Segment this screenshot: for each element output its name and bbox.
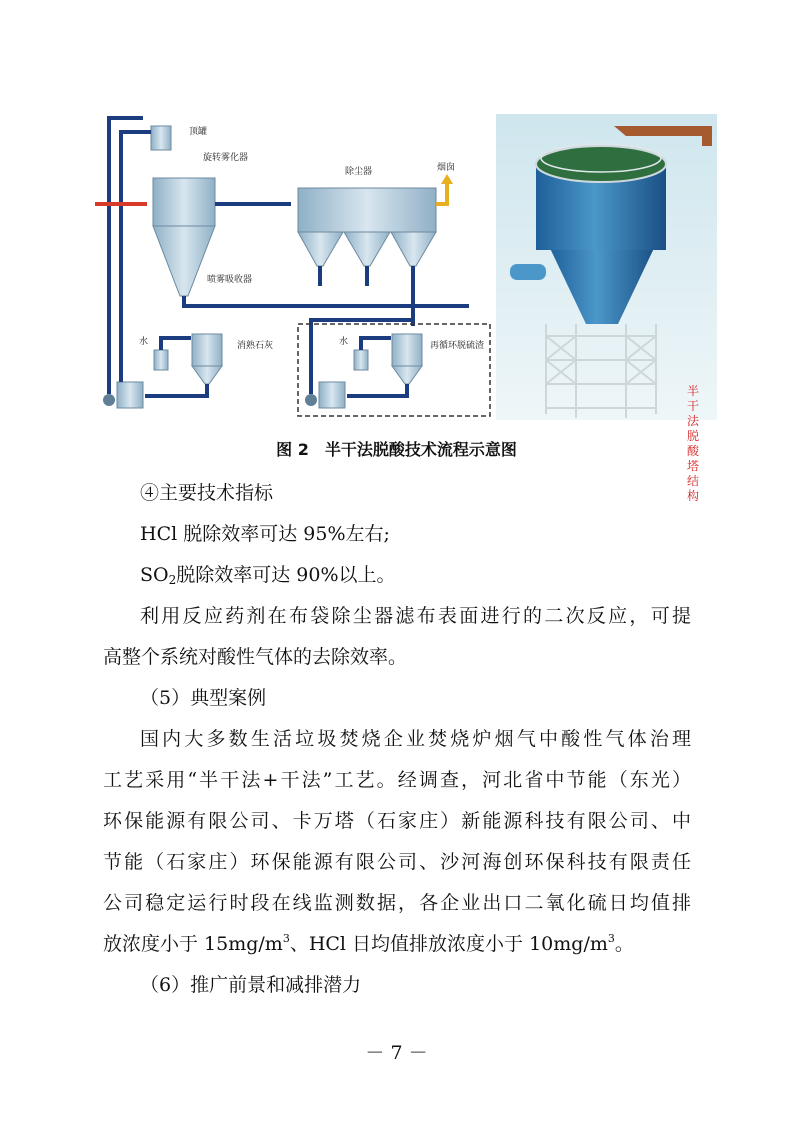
lime-silo-shape — [192, 334, 222, 366]
figure-caption: 图 2 半干法脱酸技术流程示意图 — [276, 440, 517, 459]
hopper-3 — [391, 232, 436, 266]
tower-label-char: 干 — [686, 399, 699, 413]
label-atomizer: 旋转雾化器 — [203, 153, 249, 163]
outlet-arrow — [441, 174, 453, 184]
deacidification-tower-illustration — [496, 114, 717, 420]
pipe-residue — [347, 384, 407, 396]
absorber-shape — [153, 178, 215, 226]
mix-tank-2 — [354, 350, 368, 370]
tower-label-char: 脱 — [686, 429, 699, 443]
para2-line6-b: 、HCl 日均值排放浓度小于 10mg/m — [289, 933, 608, 955]
so2-subscript: 2 — [168, 573, 177, 587]
dust-collector-shape — [298, 188, 436, 232]
pipe-hopper-drop — [320, 266, 413, 286]
tower-label-char: 酸 — [686, 444, 699, 458]
para2-line6-c: 。 — [614, 933, 634, 955]
pipe-water-1 — [161, 338, 191, 350]
pipe-lime — [145, 384, 207, 396]
tower-label-char: 法 — [686, 414, 699, 428]
para2-line6-a: 放浓度小于 15mg/m — [103, 933, 283, 955]
pump-2 — [305, 394, 317, 406]
tower-label-char: 构 — [686, 489, 699, 503]
tower-label-char: 结 — [686, 474, 699, 488]
label-slaked-lime: 消熟石灰 — [237, 341, 274, 351]
pipe-left-loop — [109, 118, 143, 394]
label-chimney: 烟囱 — [437, 163, 456, 173]
pump-tank-2 — [319, 382, 345, 408]
para1-line1: 利用反应药剂在布袋除尘器滤布表面进行的二次反应，可提 — [140, 605, 691, 627]
para2-line1: 国内大多数生活垃圾焚烧企业焚烧炉烟气中酸性气体治理 — [140, 728, 691, 750]
residue-silo-cone — [392, 366, 422, 384]
page-number: － 7 － — [365, 1042, 428, 1064]
pump-1 — [103, 394, 115, 406]
label-water-2: 水 — [339, 337, 349, 347]
label-water-1: 水 — [139, 337, 149, 347]
hcl-efficiency-line: HCl 脱除效率可达 95%左右; — [140, 523, 390, 545]
pump-tank-1 — [117, 382, 143, 408]
process-flow-diagram — [95, 112, 493, 418]
residue-silo-shape — [392, 334, 422, 366]
label-recycle-residue: 再循环脱硫渣 — [430, 341, 485, 351]
heading-typical-case: （5）典型案例 — [140, 687, 267, 709]
tower-label-char: 塔 — [686, 459, 699, 473]
unit-sup-1: 3 — [282, 932, 290, 945]
so2-text: SO — [140, 564, 169, 586]
para2-line4: 节能（石家庄）环保能源有限公司、沙河海创环保科技有限责任 — [103, 851, 691, 873]
absorber-cone-shape — [153, 226, 215, 296]
unit-sup-2: 3 — [607, 932, 615, 945]
hopper-1 — [298, 232, 343, 266]
para2-line3: 环保能源有限公司、卡万塔（石家庄）新能源科技有限公司、中 — [103, 810, 691, 832]
so2-efficiency-line — [140, 560, 396, 587]
label-spray-absorber: 喷雾吸收器 — [207, 275, 253, 285]
heading-outlook: （6）推广前景和减排潜力 — [140, 974, 362, 996]
flue-gas-outlet — [436, 182, 447, 204]
pipe-solids — [184, 296, 469, 306]
inlet-pipe — [510, 264, 546, 280]
mix-tank-1 — [154, 350, 168, 370]
para2-line6 — [103, 929, 634, 956]
so2-rest: 脱除效率可达 90%以上。 — [176, 564, 396, 586]
pipe-water-2 — [361, 338, 391, 350]
label-dust-collector: 除尘器 — [345, 167, 373, 177]
tower-top — [536, 146, 666, 182]
para2-line5: 公司稳定运行时段在线监测数据，各企业出口二氧化硫日均值排 — [103, 892, 691, 914]
top-tank-shape — [151, 126, 171, 150]
para1-line2: 高整个系统对酸性气体的去除效率。 — [103, 646, 408, 668]
tower-label-char: 半 — [686, 384, 699, 398]
para2-line2: 工艺采用“半干法+干法”工艺。经调查，河北省中节能（东光） — [103, 769, 691, 791]
heading-key-indicators: ④主要技术指标 — [140, 482, 274, 504]
hopper-2 — [344, 232, 390, 266]
label-top-tank: 顶罐 — [189, 127, 208, 137]
lime-silo-cone — [192, 366, 222, 384]
